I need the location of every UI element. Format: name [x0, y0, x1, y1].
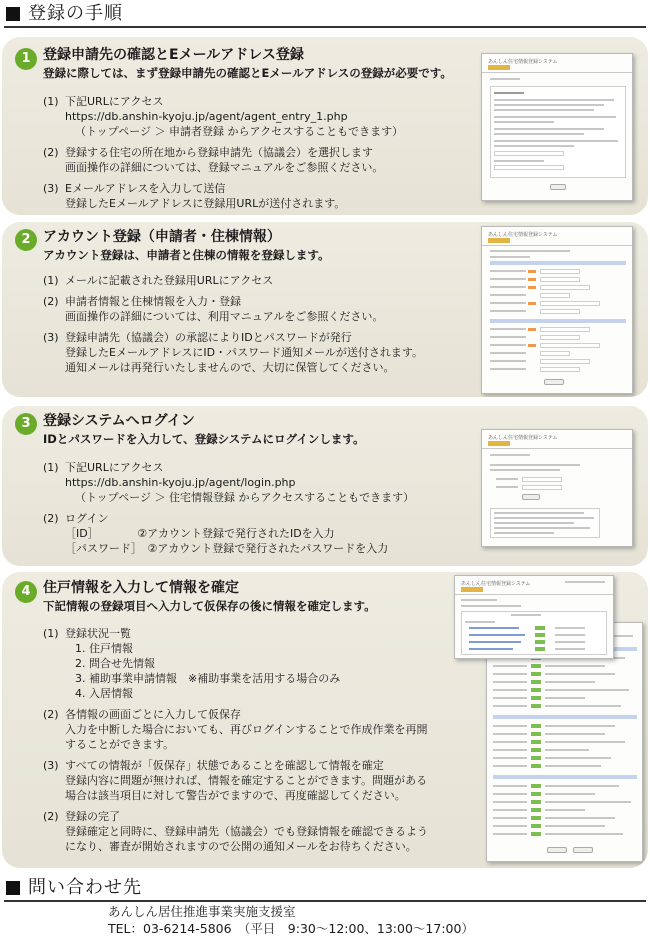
contact-phone[interactable]: TEL：03-6214-5806 （平日 9:30～12:00、13:00～17:00） [108, 921, 474, 936]
step-items [43, 94, 403, 215]
section-header-procedure [4, 2, 646, 28]
step-1-panel [2, 37, 648, 215]
step-subtitle: 登録に際しては、まず登録申請先の確認とEメールアドレスの登録が必要です。 [43, 66, 452, 80]
screenshot-thumbnail-status-list: あんしん住宅情報登録システム [454, 575, 614, 659]
step-title: 登録申請先の確認とEメールアドレス登録 [43, 47, 304, 63]
step-subtitle: 下記情報の登録項目へ入力して仮保存の後に情報を確定します。 [43, 599, 376, 613]
step-item: (2) ログイン ［ID］ ②アカウント登録で発行されたIDを入力 ［パスワード］ ②アカウント登録で発行されたパスワードを入力 [43, 512, 389, 555]
step-item: (1) 下記URLにアクセス https://db.anshin-kyoju.jp/agent/agent_entry_1.php （トップページ ＞ 申請者登録 からアクセスすることもできます） [43, 95, 404, 138]
step-number-badge: 3 [15, 413, 37, 435]
step-item: (2) 登録する住宅の所在地から登録申請先（協議会）を選択します 画面操作の詳細については、登録マニュアルをご参照ください。 [43, 146, 384, 174]
step-item: (1) 登録状況一覧 1. 住戸情報 2. 問合せ先情報 3. 補助事業申請情報 ※補助事業を活用する場合のみ 4. 入居情報 [43, 627, 341, 700]
step-title: 登録システムへログイン [43, 413, 195, 429]
entry-url[interactable]: https://db.anshin-kyoju.jp/agent/agent_entry_1.php [65, 110, 348, 123]
screenshot-thumbnail-account: あんしん住宅情報登録システム [481, 226, 633, 394]
step-item: (2) 各情報の画面ごとに入力して仮保存 入力を中断した場合においても、再びログインすることで作成作業を再開 することができます。 [43, 708, 428, 751]
step-item: (1) 下記URLにアクセス https://db.anshin-kyoju.jp/agent/login.php （トップページ ＞ 住宅情報登録 からアクセスすることもできます） [43, 461, 415, 504]
square-bullet-icon [6, 7, 20, 21]
step-title: アカウント登録（申請者・住棟情報） [43, 229, 281, 245]
section-title: 登録の手順 [28, 3, 123, 24]
step-4-panel [2, 572, 648, 868]
step-item: (3) 登録申請先（協議会）の承認によりIDとパスワードが発行 登録したEメールアドレスにID・パスワード通知メールが送付されます。 通知メールは再発行いたしませんので、大切に保管してください。 [43, 331, 424, 374]
screenshot-thumbnail-entry: あんしん住宅情報登録システム [481, 53, 633, 201]
step-title: 住戸情報を入力して情報を確定 [43, 580, 239, 596]
step-items [43, 626, 428, 860]
step-item: (2) 申請者情報と住棟情報を入力・登録 画面操作の詳細については、利用マニュアルをご参照ください。 [43, 295, 384, 323]
step-item: (3) Eメールアドレスを入力して送信 登録したEメールアドレスに登録用URLが送付されます。 [43, 182, 346, 210]
section-header-contact [4, 876, 646, 902]
step-item: (3) すべての情報が「仮保存」状態であることを確認して情報を確定 登録内容に問題が無ければ、情報を確定することができます。問題がある 場合は該当項目に対して警告がでますので、再度確認してください。 [43, 759, 428, 802]
step-items [43, 273, 423, 381]
step-item: (2) 登録の完了 登録確定と同時に、登録申請先（協議会）でも登録情報を確認できるよう になり、審査が開始されますので公開の通知メールをお待ちください。 [43, 810, 428, 853]
step-number-badge: 2 [15, 229, 37, 251]
step-item: (1) メールに記載された登録用URLにアクセス [43, 274, 274, 287]
section-title: 問い合わせ先 [28, 877, 142, 898]
step-items [43, 460, 414, 562]
step-subtitle: アカウント登録は、申請者と住棟の情報を登録します。 [43, 248, 330, 262]
square-bullet-icon [6, 881, 20, 895]
step-number-badge: 4 [15, 581, 37, 603]
step-3-panel [2, 406, 648, 566]
step-subtitle: IDとパスワードを入力して、登録システムにログインします。 [43, 432, 365, 446]
login-url[interactable]: https://db.anshin-kyoju.jp/agent/login.php [65, 476, 296, 489]
step-2-panel [2, 222, 648, 397]
contact-organization: あんしん居住推進事業実施支援室 [108, 904, 296, 919]
screenshot-thumbnail-login: あんしん住宅情報登録システム [481, 429, 633, 547]
step-number-badge: 1 [15, 48, 37, 70]
